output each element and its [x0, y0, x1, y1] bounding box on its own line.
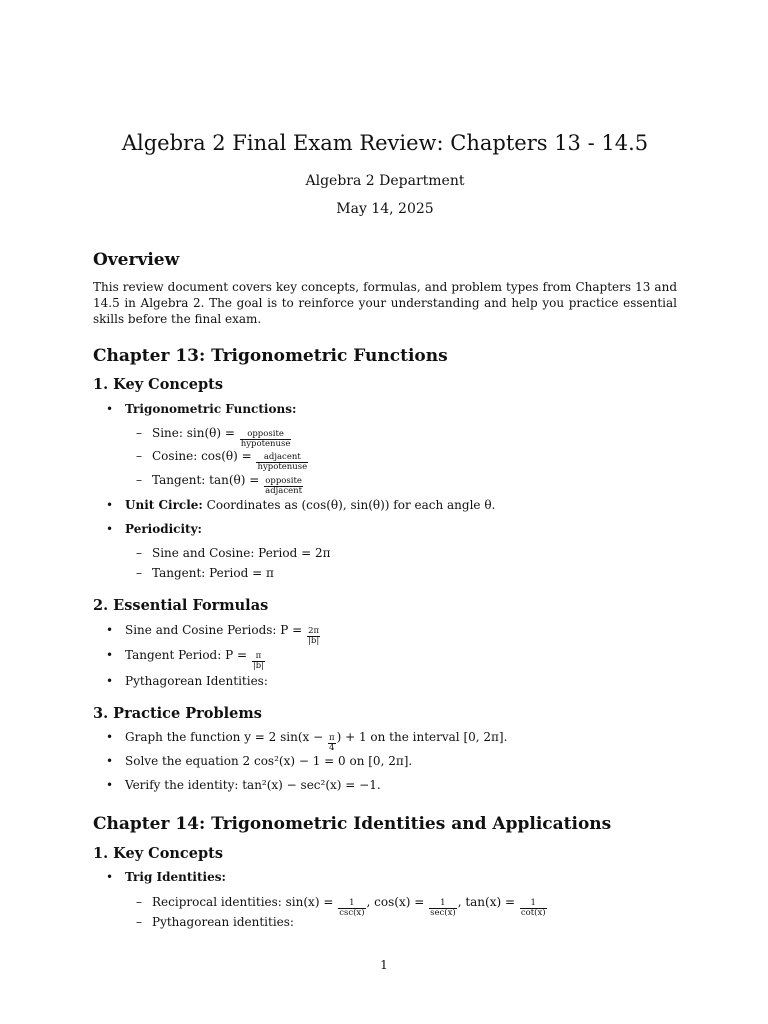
- dash-icon: –: [136, 546, 142, 560]
- practice-problem-3: Verify the identity: tan²(x) − sec²(x) = −1.: [125, 778, 381, 792]
- tangent-period-formula: Tangent Period: P =: [125, 648, 248, 662]
- chapter-13-heading: Chapter 13: Trigonometric Functions: [93, 346, 448, 366]
- tangent-definition: Tangent: tan(θ) =: [152, 473, 260, 487]
- ch13-practice-heading: 3. Practice Problems: [93, 705, 262, 722]
- pythagorean-identities-item: Pythagorean Identities:: [125, 674, 268, 688]
- ch13-formulas-heading: 2. Essential Formulas: [93, 597, 269, 614]
- ch13-key-concepts-heading: 1. Key Concepts: [93, 376, 223, 393]
- fraction: $\frac{\text{adjacent}}{\text{hypotenuse}}$: [257, 452, 308, 472]
- fraction: $\frac{\pi}{|b|}$: [252, 651, 265, 671]
- overview-heading: Overview: [93, 250, 180, 270]
- bullet-icon: •: [106, 402, 114, 416]
- document-title: Algebra 2 Final Exam Review: Chapters 13 - 14.5: [121, 131, 649, 155]
- fraction: $\frac{\text{opposite}}{\text{hypotenuse}}$: [240, 429, 291, 449]
- fraction: $\frac{1}{\csc(x)}$: [339, 898, 365, 918]
- cosine-definition: Cosine: cos(θ) =: [152, 449, 252, 463]
- dash-icon: –: [136, 426, 142, 440]
- document-author: Algebra 2 Department: [305, 173, 465, 189]
- bullet-icon: •: [106, 522, 114, 536]
- reciprocal-identities: Reciprocal identities: sin(x) =: [152, 895, 334, 909]
- period-sine-cosine: Sine and Cosine: Period = 2π: [152, 546, 331, 560]
- fraction: $\frac{\pi}{4}$: [329, 733, 335, 753]
- chapter-14-heading: Chapter 14: Trigonometric Identities and Applications: [93, 814, 612, 834]
- ch14-key-concepts-heading: 1. Key Concepts: [93, 845, 223, 862]
- bullet-icon: •: [106, 870, 114, 884]
- dash-icon: –: [136, 566, 142, 580]
- fraction: $\frac{\text{opposite}}{\text{adjacent}}$: [265, 476, 303, 496]
- periodicity-label: Periodicity:: [125, 522, 202, 536]
- dash-icon: –: [136, 915, 142, 929]
- document-date: May 14, 2025: [336, 201, 434, 217]
- bullet-icon: •: [106, 623, 114, 637]
- dash-icon: –: [136, 473, 142, 487]
- bullet-icon: •: [106, 730, 114, 744]
- bullet-icon: •: [106, 778, 114, 792]
- unit-circle-text: Coordinates as (cos(θ), sin(θ)) for each angle θ.: [206, 498, 496, 512]
- dash-icon: –: [136, 895, 142, 909]
- page-number: 1: [380, 958, 388, 972]
- dash-icon: –: [136, 449, 142, 463]
- period-tangent: Tangent: Period = π: [152, 566, 274, 580]
- bullet-icon: •: [106, 498, 114, 512]
- practice-problem-2: Solve the equation 2 cos²(x) − 1 = 0 on [0, 2π].: [125, 754, 413, 768]
- trig-identities-label: Trig Identities:: [125, 870, 226, 884]
- trig-functions-label: Trigonometric Functions:: [125, 402, 297, 416]
- practice-problem-1: Graph the function y = 2 sin(x −: [125, 730, 324, 744]
- bullet-icon: •: [106, 648, 114, 662]
- sine-definition: Sine: sin(θ) =: [152, 426, 235, 440]
- fraction: $\frac{2\pi}{|b|}$: [308, 626, 320, 646]
- bullet-icon: •: [106, 754, 114, 768]
- fraction: $\frac{1}{\sec(x)}$: [430, 898, 456, 918]
- pythagorean-identities-ch14: Pythagorean identities:: [152, 915, 294, 929]
- bullet-icon: •: [106, 674, 114, 688]
- sine-cosine-period-formula: Sine and Cosine Periods: P =: [125, 623, 303, 637]
- fraction: $\frac{1}{\cot(x)}$: [520, 898, 546, 918]
- unit-circle-label: Unit Circle:: [125, 498, 203, 512]
- overview-paragraph: This review document covers key concepts, formulas, and problem types from Chapters 13 and 14.5 in Algebra 2. The goal is to reinforce your understanding and help you practice essential skills before the final exam.: [93, 280, 677, 326]
